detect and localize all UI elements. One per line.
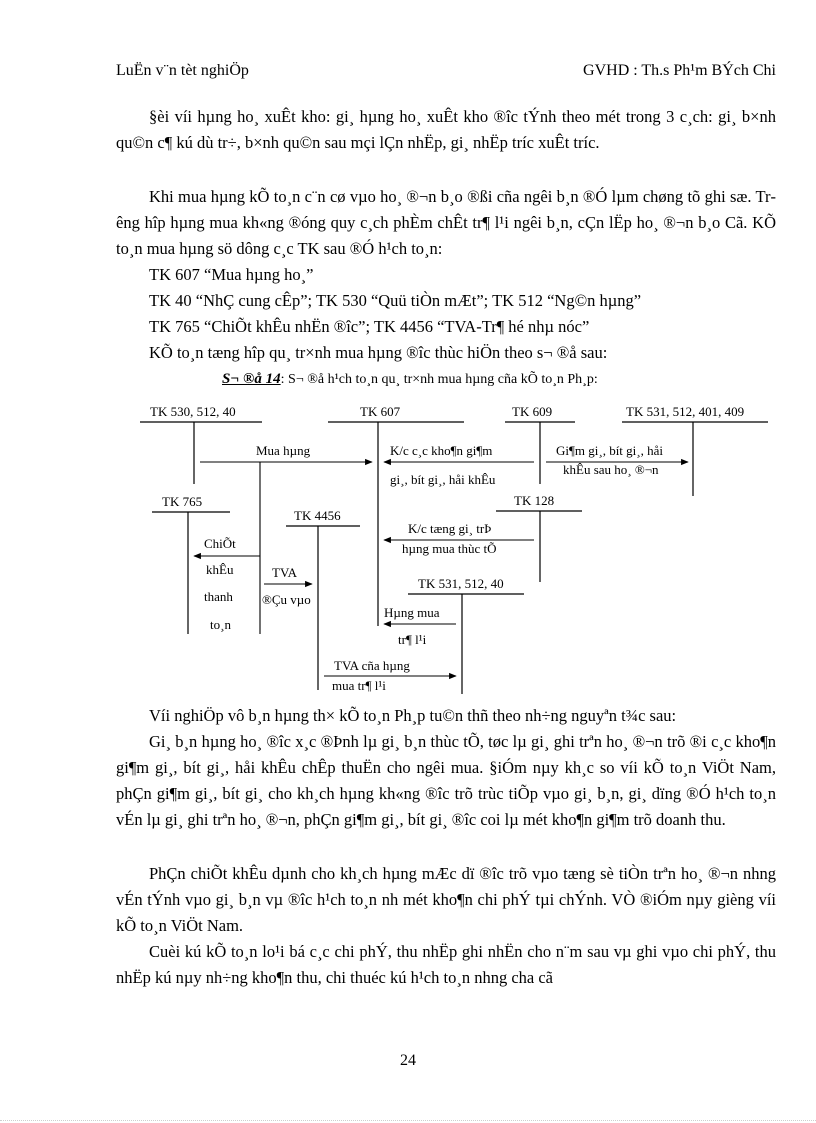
footer-rule <box>0 1120 816 1121</box>
arrow-tva-tra-lai <box>324 658 456 693</box>
label-giam-line1: Gi¶m gi¸, bít gi¸, håi <box>556 443 663 458</box>
label-mua-hang: Mua hµng <box>256 443 311 458</box>
paragraph-mua-hang: Khi mua hµng kÕ to¸n c¨n cø vµo ho¸ ®¬n b¸o ®ßi cña ngêi b¸n ®Ó lµm chøng tõ ghi sæ. Trêng hîp hµng mua kh«ng ®óng quy c¸ch phÈm chÊt tr¶ l¹i ngêi b¸n, cÇn lËp ho¸ ®¬n b¸o Cã. KÕ to¸n mua hµng sö dông c¸c TK sau ®Ó h¹ch to¸n: <box>116 187 776 258</box>
label-giam-line2: khÊu sau ho¸ ®¬n <box>563 462 659 477</box>
label-tva-1: TVA <box>272 565 298 580</box>
arrow-tva-dau-vao <box>262 565 312 607</box>
tk-607-label: TK 607 <box>360 404 401 419</box>
header-left: LuËn v¨n tèt nghiÖp <box>116 62 249 79</box>
page-number: 24 <box>400 1052 416 1069</box>
paragraph-nghiep-vu-ban: Víi nghiÖp vô b¸n hµng th× kÕ to¸n Ph¸p tu©n thñ theo nh÷ng nguyªn t¾c sau: <box>149 706 677 725</box>
label-chiet-4: to¸n <box>210 617 231 632</box>
tk-531-top-label: TK 531, 512, 401, 409 <box>626 404 745 419</box>
tk-line-607: TK 607 “Mua hµng ho¸” <box>149 265 314 284</box>
paragraph-gia-ban: Gi¸ b¸n hµng ho¸ ®îc x¸c ®Þnh lµ gi¸ b¸n thùc tÕ, tøc lµ gi¸ ghi trªn ho¸ ®¬n trõ ®i c¸c kho¶n gi¶m gi¸, bít gi¸, håi khÊu chÊp thuËn cho ngêi mua. §iÓm nµy kh¸c so víi kÕ to¸n ViÖt Nam, phÇn gi¶m gi¸, bít gi¸ cho kh¸ch hµng kh«ng ®îc trõ trùc tiÕp vµo gi¸ b¸n, gi¸ dïng ®Ó h¹ch to¸n vÉn lµ gi¸ ghi trªn ho¸ ®¬n, phÇn gi¶m gi¸, bít gi¸ ®îc coi lµ mét kho¶n gi¶m trõ doanh thu. <box>116 732 776 829</box>
header-right: GVHD : Th.s Ph¹m BÝch Chi <box>583 62 776 79</box>
arrow-kc-giam-gia <box>384 443 534 487</box>
paragraph-xuat-kho: §èi víi hµng ho¸ xuÊt kho: gi¸ hµng ho¸ xuÊt kho ®îc tÝnh theo mét trong 3 c¸ch: gi¸ b×nh qu©n c¶ kú dù tr÷, b×nh qu©n sau mçi lÇn nhËp, gi¸ nhËp tríc xuÊt tríc. <box>116 107 776 152</box>
tk-line-tong-hop: KÕ to¸n tæng hîp qu¸ tr×nh mua hµng ®îc thùc hiÖn theo s¬ ®å sau: <box>149 343 608 362</box>
tk-530-label: TK 530, 512, 40 <box>150 404 236 419</box>
tk-4456-label: TK 4456 <box>294 508 341 523</box>
tk-765-label: TK 765 <box>162 494 203 509</box>
label-hang-mua-1: Hµng mua <box>384 605 440 620</box>
caption-label: S¬ ®å 14 <box>222 371 281 387</box>
paragraph-cuoi-ky: Cuèi kú kÕ to¸n lo¹i bá c¸c chi phÝ, thu nhËp ghi nhËn cho n¨m sau vµ ghi vµo chi phÝ, thu nhËp kú nµy nh÷ng kho¶n thu, chi thuéc kú h¹ch to¸n nhng cha cã <box>116 942 776 987</box>
t-account-128 <box>496 493 582 582</box>
label-tva-mua-2: mua tr¶ l¹i <box>332 678 386 693</box>
label-kc-line1: K/c c¸c kho¶n gi¶m <box>390 443 493 458</box>
label-chiet-3: thanh <box>204 589 233 604</box>
tk-line-765: TK 765 “ChiÕt khÊu nhËn ®îc”; TK 4456 “TVA-Tr¶ hé nhµ nóc” <box>149 317 590 336</box>
tk-531-mid-label: TK 531, 512, 40 <box>418 576 504 591</box>
tk-line-40: TK 40 “NhÇ cung cÊp”; TK 530 “Quü tiÒn mÆt”; TK 512 “Ng©n hµng” <box>149 291 642 310</box>
caption-rest: : S¬ ®å h¹ch to¸n qu¸ tr×nh mua hµng cña kÕ to¸n Ph¸p: <box>280 372 598 387</box>
label-kc2-line1: K/c tæng gi¸ trÞ <box>408 521 492 536</box>
label-kc-line2: gi¸, bít gi¸, håi khÊu <box>390 472 496 487</box>
label-tva-mua-1: TVA cña hµng <box>334 658 410 673</box>
arrow-kc-tong-gia-tri <box>384 521 534 556</box>
arrow-chiet-khau <box>194 536 260 632</box>
label-chiet-1: ChiÕt <box>204 536 236 551</box>
label-chiet-2: khÊu <box>206 562 234 577</box>
paragraph-chiet-khau: PhÇn chiÕt khÊu dµnh cho kh¸ch hµng mÆc dï ®îc trõ vµo tæng sè tiÒn trªn ho¸ ®¬n nhng vÉn tÝnh vµo gi¸ b¸n vµ ®îc h¹ch to¸n nh mét kho¶n chi phÝ tµi chÝnh. VÒ ®iÓm nµy gièng víi kÕ to¸n ViÖt Nam. <box>116 864 776 935</box>
arrow-hang-mua-tra-lai <box>384 605 456 647</box>
t-account-607 <box>328 404 464 626</box>
label-kc2-line2: hµng mua thùc tÕ <box>402 541 497 556</box>
label-tva-2: ®Çu vµo <box>262 592 311 607</box>
label-hang-mua-2: tr¶ l¹i <box>398 632 427 647</box>
t-account-530 <box>140 404 262 484</box>
tk-128-label: TK 128 <box>514 493 555 508</box>
tk-609-label: TK 609 <box>512 404 553 419</box>
arrow-giam-gia-sau-hoa-don <box>546 443 688 477</box>
